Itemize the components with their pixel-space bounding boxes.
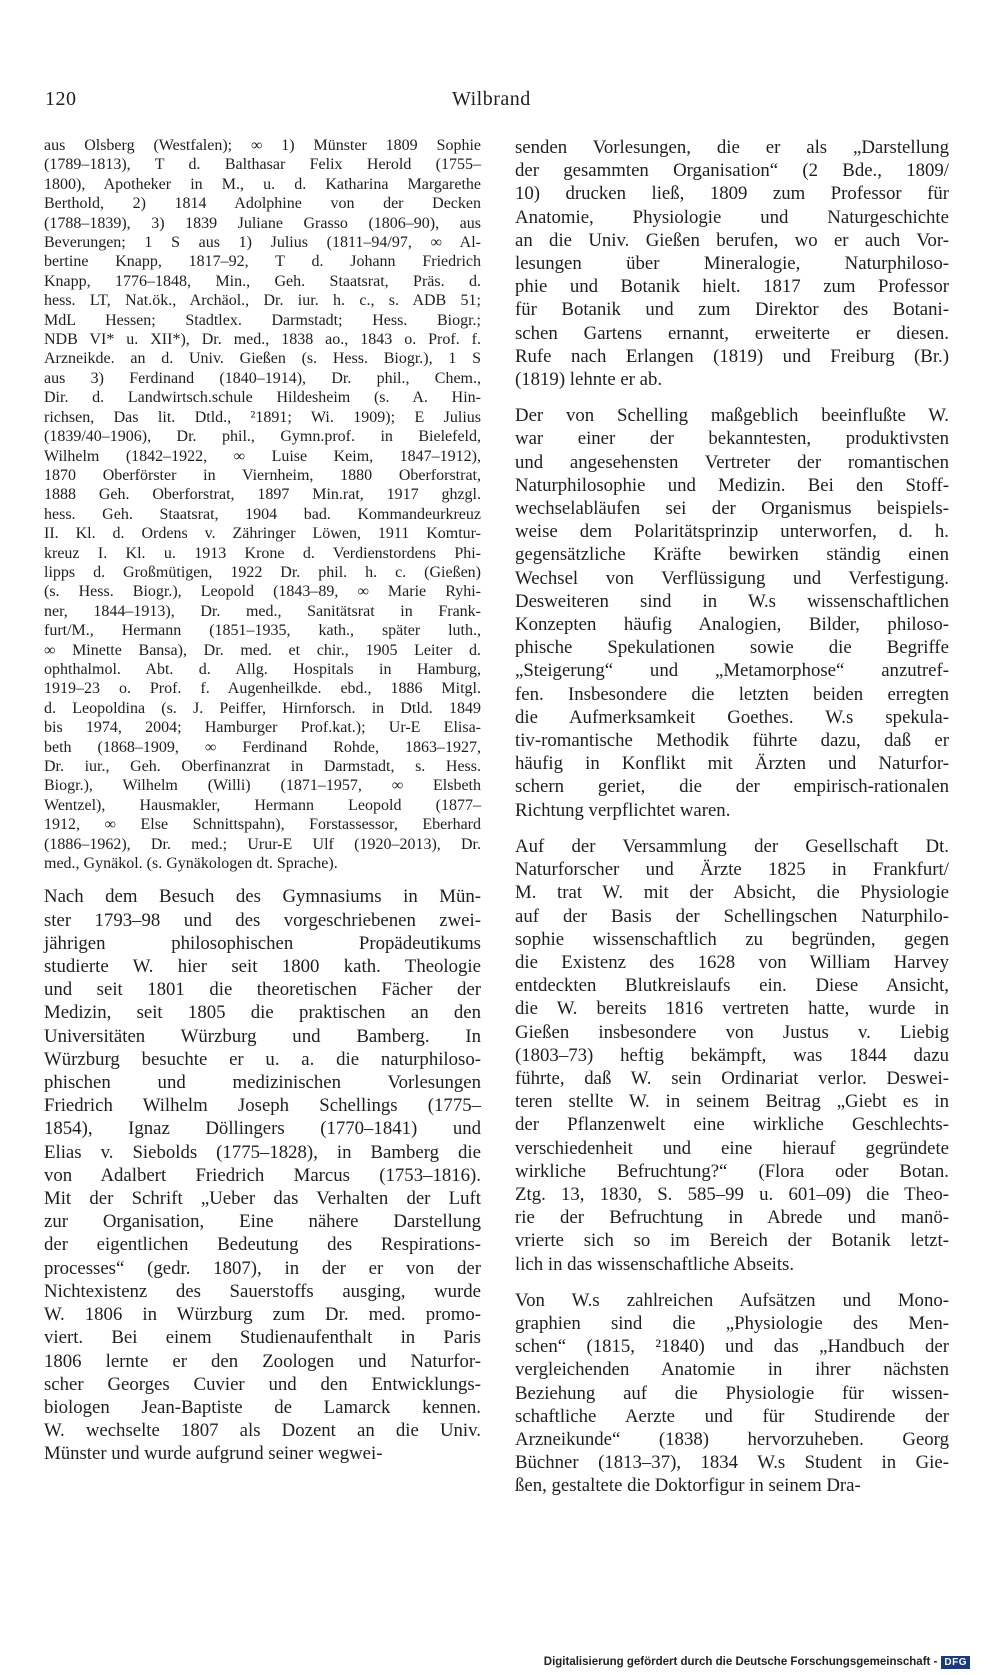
genealogy-block [44, 136, 481, 873]
text-line: Wechsel von Verflüssigung und Verfestigung. [515, 567, 949, 589]
text-line: 1888 Geh. Oberforstrat, 1897 Min.rat, 1917 ghzgl. [44, 486, 481, 504]
text-line: ∞ Minette Bansa), Dr. med. et chir., 1905 Leiter d. [44, 641, 481, 659]
text-line: graphien sind die „Physiologie des Men- [515, 1312, 949, 1334]
genealogy-paragraph [44, 136, 481, 873]
text-line: Konzepten häufig Analogien, Bilder, philoso- [515, 614, 949, 636]
text-line: senden Vorlesungen, die er als „Darstellung [515, 137, 949, 158]
text-line: (1789–1813), T d. Balthasar Felix Herold (1755– [44, 156, 481, 174]
text-line: schen“ (1815, ²1840) und das „Handbuch der [515, 1336, 949, 1358]
biography-continued-block [515, 136, 949, 1498]
text-line: „Steigerung“ und „Metamorphose“ anzutref- [515, 660, 949, 682]
text-line: Wentzel), Hausmakler, Hermann Leopold (1877– [44, 796, 481, 814]
text-line: aus Olsberg (Westfalen); ∞ 1) Münster 1809 Sophie [44, 137, 481, 154]
text-line: Naturforscher und Ärzte 1825 in Frankfurt/ [515, 859, 949, 881]
text-line: der Pflanzenwelt eine wirkliche Geschlechts- [515, 1114, 949, 1136]
text-line: (1819) lehnte er ab. [515, 369, 663, 391]
text-line: auf der Basis der Schellingschen Naturphilo- [515, 905, 949, 927]
text-line: Auf der Versammlung der Gesellschaft Dt. [515, 835, 949, 857]
text-line: NDB VI* u. XII*), Dr. med., 1838 ao., 1843 o. Prof. f. [44, 331, 481, 349]
text-line: 10) drucken ließ, 1809 zum Professor für [515, 183, 949, 205]
text-line: wechselabläufen sei der Organismus beispiels- [515, 498, 949, 520]
text-line: beth (1868–1909, ∞ Ferdinand Rohde, 1863–1927, [44, 738, 481, 756]
text-line: der eigentlichen Bedeutung des Respirations- [44, 1234, 481, 1256]
text-line: Desweiteren sind in W.s wissenschaftlichen [515, 590, 949, 612]
running-head: Wilbrand [452, 88, 531, 110]
text-line: II. Kl. d. Ordens v. Zähringer Löwen, 1911 Komtur- [44, 525, 481, 543]
text-line: rie der Befruchtung in Abrede und manö- [515, 1207, 949, 1229]
text-line: für Botanik und zum Direktor des Botani- [515, 299, 949, 321]
text-line: 1912, ∞ Else Schnittspahn), Forstassessor, Eberhard [44, 816, 481, 834]
text-line: Friedrich Wilhelm Joseph Schellings (1775– [44, 1095, 481, 1117]
text-line: (s. Hess. Biogr.), Leopold (1843–89, ∞ Marie Ryhi- [44, 583, 481, 601]
text-line: 1806 lernte er den Zoologen und Naturfor- [44, 1350, 481, 1372]
text-line: Dir. d. Landwirtsch.schule Hildesheim (s. A. Hin- [44, 389, 481, 407]
text-line: Würzburg besuchte er u. a. die naturphiloso- [44, 1048, 481, 1070]
text-line: furt/M., Hermann (1851–1935, kath., später luth., [44, 622, 481, 640]
text-line: und angesehensten Vertreter der romantischen [515, 451, 949, 473]
text-line: Berthold, 2) 1814 Adolphine von der Decken [44, 195, 481, 213]
text-line: Knapp, 1776–1848, Min., Geh. Staatsrat, Präs. d. [44, 272, 481, 290]
text-line: phischen und medizinischen Vorlesungen [44, 1072, 481, 1094]
biography-block [44, 885, 481, 1465]
text-line: med., Gynäkol. (s. Gynäkologen dt. Sprache). [44, 855, 338, 873]
text-line: hess. Geh. Staatsrat, 1904 bad. Kommandeurkreuz [44, 505, 481, 523]
text-line: entdeckten Blutkreislaufs ein. Diese Ansicht, [515, 975, 949, 997]
text-line: W. 1806 in Würzburg zum Dr. med. promo- [44, 1304, 481, 1326]
text-line: (1788–1839), 3) 1839 Juliane Grasso (1806–90), aus [44, 214, 481, 232]
paragraph-works [515, 1289, 949, 1498]
text-line: die Aufmerksamkeit Goethes. W.s spekula- [515, 706, 949, 728]
text-line: (1886–1962), Dr. med.; Urur-E Ulf (1920–2013), Dr. [44, 835, 481, 853]
text-line: phische Spekulationen sowie die Begriffe [515, 637, 949, 659]
text-line: weise dem Polaritätsprinzip unterworfen, d. h. [515, 521, 949, 543]
text-line: vrierte sich so im Bereich der Botanik letzt- [515, 1230, 949, 1252]
text-line: scher Georges Cuvier und den Entwicklungs- [44, 1373, 481, 1395]
paragraph-controversy [515, 835, 949, 1276]
text-line: (1839/40–1906), Dr. phil., Gymn.prof. in Bielefeld, [44, 428, 481, 446]
text-line: Beverungen; 1 S aus 1) Julius (1811–94/97, ∞ Al- [44, 234, 481, 252]
text-line: Biogr.), Wilhelm (Willi) (1871–1957, ∞ Elsbeth [44, 777, 481, 795]
text-line: processes“ (gedr. 1807), in der er von der [44, 1257, 481, 1279]
text-line: der gesammten Organisation“ (2 Bde., 1809/ [515, 160, 949, 182]
text-line: Anatomie, Physiologie und Naturgeschichte [515, 206, 949, 228]
text-line: Rufe nach Erlangen (1819) und Freiburg (Br.) [515, 345, 949, 367]
text-line: führte, daß W. sein Ordinariat verlor. Deswei- [515, 1067, 949, 1089]
text-line: lich in das wissenschaftliche Abseits. [515, 1253, 795, 1275]
text-line: Von W.s zahlreichen Aufsätzen und Mono- [515, 1289, 949, 1311]
text-line: viert. Bei einem Studienaufenthalt in Paris [44, 1327, 481, 1349]
text-line: MdL Hessen; Stadtlex. Darmstadt; Hess. Biogr.; [44, 311, 481, 329]
text-line: Medizin, seit 1805 die praktischen an den [44, 1002, 481, 1024]
text-line: kreuz I. Kl. u. 1913 Krone d. Verdienstordens Phi- [44, 544, 481, 562]
text-line: von Adalbert Friedrich Marcus (1753–1816). [44, 1164, 481, 1186]
text-line: Beziehung auf die Physiologie für wissen- [515, 1382, 949, 1404]
text-line: M. trat W. mit der Absicht, die Physiologie [515, 882, 949, 904]
text-line: Mit der Schrift „Ueber das Verhalten der Luft [44, 1188, 481, 1210]
text-line: 1800), Apotheker in M., u. d. Katharina Margarethe [44, 175, 481, 193]
text-line: 1919–23 o. Prof. f. Augenheilkde. ebd., 1886 Mitgl. [44, 680, 481, 698]
text-line: Elias v. Siebolds (1775–1828), in Bamberg die [44, 1141, 481, 1163]
text-line: schen Gartens ernannt, erweiterte er diesen. [515, 322, 949, 344]
text-line: phie und Botanik hielt. 1817 zum Professor [515, 276, 949, 298]
text-line: häufig in Konflikt mit Ärzten und Naturfor- [515, 753, 949, 775]
text-line: ster 1793–98 und des vorgeschriebenen zwei- [44, 909, 481, 931]
text-line: 1870 Oberförster in Viernheim, 1880 Oberforstrat, [44, 466, 481, 484]
text-line: W. wechselte 1807 als Dozent an die Univ. [44, 1420, 481, 1442]
text-line: bertine Knapp, 1817–92, T d. Johann Friedrich [44, 253, 481, 271]
text-line: verschiedenheit und eine hierauf gegründete [515, 1137, 949, 1159]
text-line: Nichtexistenz des Sauerstoffs ausging, wurde [44, 1280, 481, 1302]
paragraph-academic-career [515, 136, 949, 391]
text-line: an die Univ. Gießen berufen, wo er auch Vor- [515, 229, 949, 251]
page-number: 120 [45, 88, 77, 110]
text-line: ner, 1844–1913), Dr. med., Sanitätsrat in Frank- [44, 602, 481, 620]
text-line: Nach dem Besuch des Gymnasiums in Mün- [44, 886, 481, 908]
text-line: richsen, Das lit. Dtld., ²1891; Wi. 1909); E Julius [44, 408, 481, 426]
left-column [44, 136, 481, 1466]
text-line: (1803–73) heftig bekämpft, was 1844 dazu [515, 1044, 949, 1066]
text-line: studierte W. hier seit 1800 kath. Theologie [44, 956, 481, 978]
text-line: Universitäten Würzburg und Bamberg. In [44, 1025, 481, 1047]
text-line: aus 3) Ferdinand (1840–1914), Dr. phil., Chem., [44, 369, 481, 387]
text-line: lipps d. Großmütigen, 1922 Dr. phil. h. c. (Gießen) [44, 563, 481, 581]
text-line: 1854), Ignaz Döllingers (1770–1841) und [44, 1118, 481, 1140]
dfg-logo: DFG [941, 1656, 970, 1669]
text-line: die W. bereits 1816 vertreten hatte, wurde in [515, 998, 949, 1020]
text-line: sophie wissenschaftlich zu begründen, gegen [515, 928, 949, 950]
text-line: Richtung verpflichtet waren. [515, 799, 731, 821]
text-line: die Existenz des 1628 von William Harvey [515, 951, 949, 973]
text-line: biologen Jean-Baptiste de Lamarck kennen. [44, 1396, 481, 1418]
text-line: gegensätzliche Kräfte bewirken ständig einen [515, 544, 949, 566]
text-line: und seit 1801 die theoretischen Fächer der [44, 979, 481, 1001]
text-line: teren stellte W. in seinem Beitrag „Giebt es in [515, 1091, 949, 1113]
biography-paragraph [44, 885, 481, 1465]
text-line: Naturphilosophie und Medizin. Bei den Stoff- [515, 474, 949, 496]
text-line: wirkliche Befruchtung?“ (Flora oder Botan. [515, 1160, 949, 1182]
paragraph-romantic-philosophy [515, 404, 949, 822]
text-line: Münster und wurde aufgrund seiner wegwei- [44, 1443, 383, 1465]
text-line: schern geriet, die der empirisch-rationalen [515, 776, 949, 798]
text-line: bis 1974, 2004; Hamburger Prof.kat.); Ur-E Elisa- [44, 719, 481, 737]
text-line: Arzneikde. an d. Univ. Gießen (s. Hess. Biogr.), 1 S [44, 350, 481, 368]
footer-text: Digitalisierung gefördert durch die Deutsche Forschungsgemeinschaft - [543, 1656, 938, 1668]
text-line: tiv-romantische Methodik führte dazu, daß er [515, 730, 949, 752]
right-column [515, 136, 949, 1498]
text-line: vergleichenden Anatomie in ihrer nächsten [515, 1359, 949, 1381]
text-line: schaftliche Aerzte und für Studirende der [515, 1405, 949, 1427]
text-line: Wilhelm (1842–1922, ∞ Luise Keim, 1847–1912), [44, 447, 481, 465]
digitization-footer [544, 1654, 970, 1670]
text-line: Gießen insbesondere von Justus v. Liebig [515, 1021, 949, 1043]
text-line: war einer der bekanntesten, produktivsten [515, 428, 949, 450]
text-line: Ztg. 13, 1830, S. 585–99 u. 601–09) die Theo- [515, 1183, 949, 1205]
text-line: ßen, gestaltete die Doktorfigur in seinem Dra- [515, 1475, 861, 1497]
text-line: Büchner (1813–37), 1834 W.s Student in Gie- [515, 1452, 949, 1474]
text-line: zur Organisation, Eine nähere Darstellung [44, 1211, 481, 1233]
text-line: Arzneikunde“ (1838) hervorzuheben. Georg [515, 1428, 949, 1450]
text-line: fen. Insbesondere die letzten beiden erregten [515, 683, 949, 705]
text-line: jährigen philosophischen Propädeutikums [44, 932, 481, 954]
text-line: hess. LT, Nat.ök., Archäol., Dr. iur. h. c., s. ADB 51; [44, 292, 481, 310]
text-line: Dr. iur., Geh. Oberfinanzrat in Darmstadt, s. Hess. [44, 758, 481, 775]
text-line: ophthalmol. Abt. d. Allg. Hospitals in Hamburg, [44, 660, 481, 678]
text-line: Der von Schelling maßgeblich beeinflußte W. [515, 405, 949, 427]
text-line: lesungen über Mineralogie, Naturphiloso- [515, 253, 949, 275]
text-line: d. Leopoldina (s. J. Peiffer, Hirnforsch. in Dtld. 1849 [44, 699, 481, 717]
